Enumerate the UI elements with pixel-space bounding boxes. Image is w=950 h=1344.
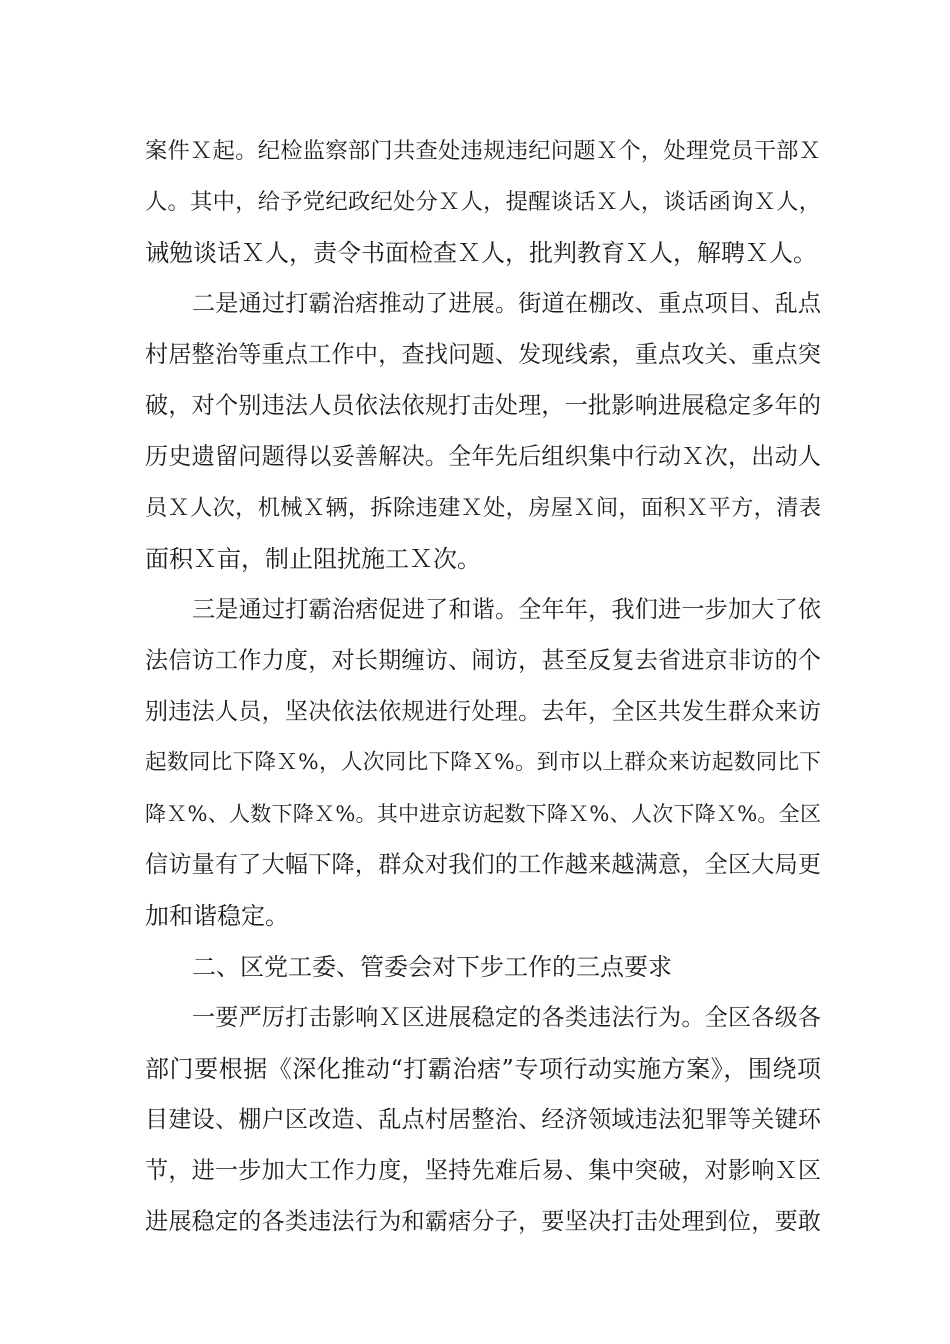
text-line: 部门要根据《深化推动“打霸治痞”专项行动实施方案》，围绕项 — [145, 1055, 821, 1083]
text-line: 起数同比下降Ｘ%，人次同比下降Ｘ%。到市以上群众来访起数同比下 — [145, 750, 821, 775]
text-line: 历史遗留问题得以妥善解决。全年先后组织集中行动Ｘ次，出动人 — [145, 444, 821, 470]
text-line: 加和谐稳定。 — [145, 902, 289, 930]
text-line: 诫勉谈话Ｘ人，责令书面检查Ｘ人，批判教育Ｘ人，解聘Ｘ人。 — [145, 239, 817, 267]
text-line: 法信访工作力度，对长期缠访、闹访，甚至反复去省进京非访的个 — [145, 648, 821, 674]
text-line: 村居整治等重点工作中，查找问题、发现线索，重点攻关、重点突 — [145, 342, 821, 368]
text-line: 目建设、棚户区改造、乱点村居整治、经济领域违法犯罪等关键环 — [145, 1107, 821, 1133]
text-line: 进展稳定的各类违法行为和霸痞分子，要坚决打击处理到位，要敢 — [145, 1209, 821, 1235]
text-line: 二是通过打霸治痞推动了进展。街道在棚改、重点项目、乱点 — [192, 291, 821, 317]
text-line: 破，对个别违法人员依法依规打击处理，一批影响进展稳定多年的 — [145, 393, 821, 419]
text-line: 信访量有了大幅下降，群众对我们的工作越来越满意，全区大局更 — [145, 852, 821, 878]
text-line: 人。其中，给予党纪政纪处分Ｘ人，提醒谈话Ｘ人，谈话函询Ｘ人， — [145, 189, 821, 215]
document-body — [145, 131, 821, 1253]
text-line: 别违法人员，坚决依法依规进行处理。去年，全区共发生群众来访 — [145, 699, 821, 725]
section-heading: 二、区党工委、管委会对下步工作的三点要求 — [192, 953, 672, 981]
text-line: 面积Ｘ亩，制止阻扰施工Ｘ次。 — [145, 545, 481, 573]
text-line: 一要严厉打击影响Ｘ区进展稳定的各类违法行为。全区各级各 — [192, 1005, 821, 1031]
text-line: 员Ｘ人次，机械Ｘ辆，拆除违建Ｘ处，房屋Ｘ间，面积Ｘ平方，清表 — [145, 495, 821, 521]
text-line: 节，进一步加大工作力度，坚持先难后易、集中突破，对影响Ｘ区 — [145, 1158, 821, 1184]
text-line: 三是通过打霸治痞促进了和谐。全年年，我们进一步加大了依 — [192, 597, 821, 623]
text-line: 降Ｘ%、人数下降Ｘ%。其中进京访起数下降Ｘ%、人次下降Ｘ%。全区 — [145, 801, 821, 826]
text-line: 案件Ｘ起。纪检监察部门共查处违规违纪问题Ｘ个，处理党员干部Ｘ — [145, 138, 821, 164]
